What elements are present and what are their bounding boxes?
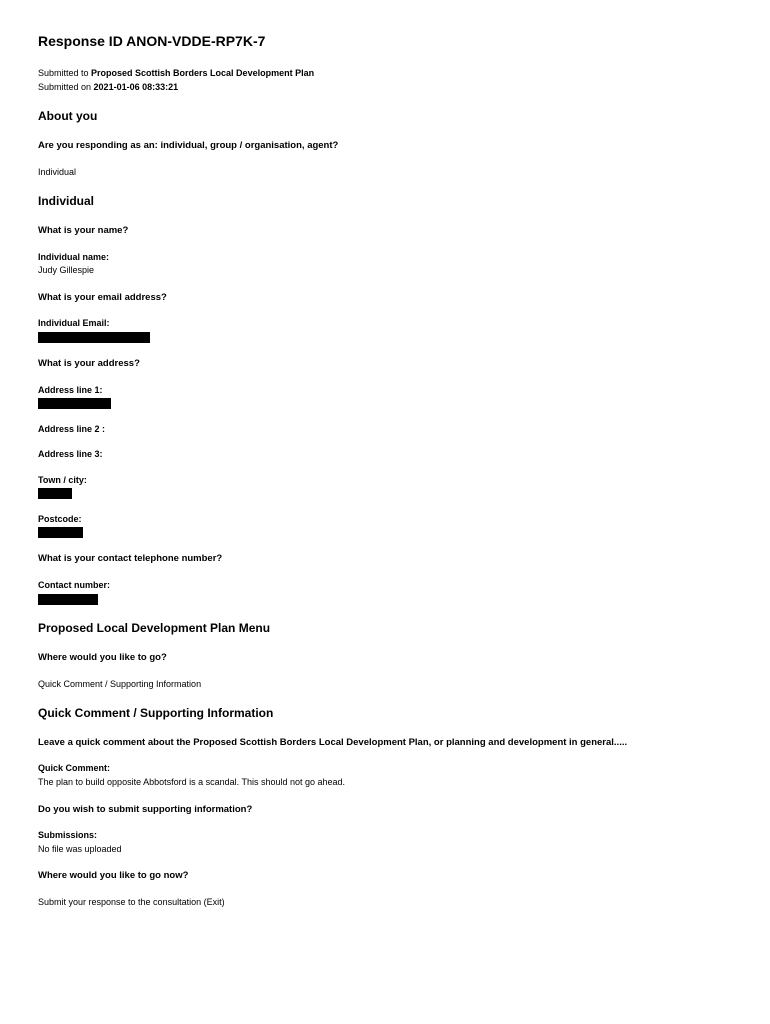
response-title: Response ID ANON-VDDE-RP7K-7 [38,33,266,49]
section-heading-quick-comment: Quick Comment / Supporting Information [38,706,274,720]
submitted-to-value: Proposed Scottish Borders Local Development Plan [91,68,315,78]
question-telephone: What is your contact telephone number? [38,553,223,564]
submitted-on-prefix: Submitted on [38,82,94,92]
redacted-contact-number [38,594,98,605]
label-address-line-2: Address line 2 : [38,424,106,434]
section-heading-about-you: About you [38,109,98,123]
question-where-now: Where would you like to go now? [38,870,189,881]
question-address: What is your address? [38,358,140,369]
question-supporting-info: Do you wish to submit supporting information? [38,804,253,815]
redacted-postcode [38,527,83,538]
submitted-on-line [38,82,178,92]
label-address-line-3: Address line 3: [38,449,103,459]
value-submissions: No file was uploaded [38,844,122,854]
section-heading-individual: Individual [38,194,95,208]
label-postcode: Postcode: [38,514,82,524]
value-quick-comment: The plan to build opposite Abbotsford is a scandal. This should not go ahead. [38,777,346,787]
question-respondent-type: Are you responding as an: individual, group / organisation, agent? [38,140,339,151]
value-individual-name: Judy Gillespie [38,265,95,275]
redacted-email [38,332,150,343]
label-individual-email: Individual Email: [38,318,110,328]
redacted-town-city [38,488,72,499]
label-individual-name: Individual name: [38,252,110,262]
question-email: What is your email address? [38,292,167,303]
answer-respondent-type: Individual [38,167,77,177]
submitted-to-line [38,68,314,78]
answer-where-to-go: Quick Comment / Supporting Information [38,679,202,689]
label-submissions: Submissions: [38,830,98,840]
question-name: What is your name? [38,225,129,236]
label-contact-number: Contact number: [38,580,110,590]
submitted-to-prefix: Submitted to [38,68,92,78]
redacted-address-line-1 [38,398,111,409]
label-address-line-1: Address line 1: [38,385,103,395]
section-heading-plan-menu: Proposed Local Development Plan Menu [38,621,271,635]
question-where-to-go: Where would you like to go? [38,652,167,663]
submitted-on-value: 2021-01-06 08:33:21 [93,82,179,92]
question-quick-comment: Leave a quick comment about the Proposed Scottish Borders Local Development Plan, or planning and development in general..... [38,737,628,748]
answer-where-now: Submit your response to the consultation (Exit) [38,897,225,907]
label-town-city: Town / city: [38,475,87,485]
label-quick-comment: Quick Comment: [38,763,111,773]
